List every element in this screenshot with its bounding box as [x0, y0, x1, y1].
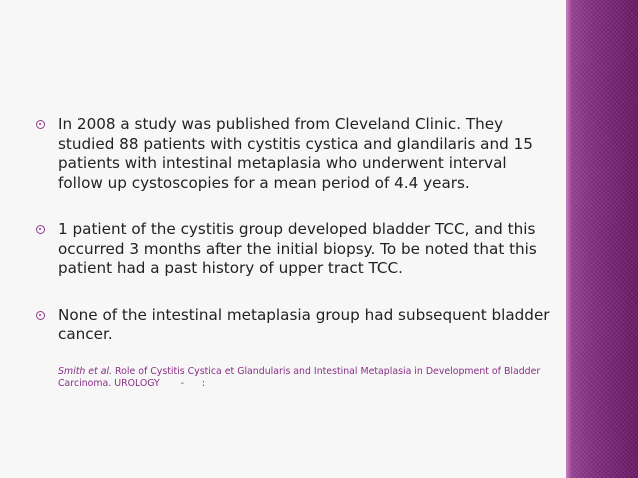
slide-content: [36, 115, 556, 390]
bullet-text: 1 patient of the cystitis group developed bladder TCC, and this occurred 3 months after the initial biopsy. To be noted that this patient had a past history of upper tract TCC.: [58, 220, 537, 277]
bullet-item: [36, 306, 556, 345]
citation-authors: Smith et al.: [58, 365, 113, 377]
citation: [36, 366, 556, 390]
bullet-item: [36, 220, 556, 279]
bullet-item: [36, 115, 556, 193]
bullet-circle-icon: [36, 225, 45, 234]
citation-text: Role of Cystitis Cystica et Glandularis and Intestinal Metaplasia in Development of Bladder Carcinoma. UROLOGY - :: [58, 365, 544, 389]
bullet-text: In 2008 a study was published from Cleveland Clinic. They studied 88 patients with cystitis cystica and glandilaris and 15 patients with intestinal metaplasia who underwent interval follow up cystoscopies for a mean period of 4.4 years.: [58, 115, 533, 192]
side-panel-edge: [566, 0, 571, 478]
bullet-circle-icon: [36, 120, 45, 129]
decorative-side-panel: [566, 0, 638, 478]
bullet-text: None of the intestinal metaplasia group had subsequent bladder cancer.: [58, 305, 550, 343]
bullet-circle-icon: [36, 311, 45, 320]
